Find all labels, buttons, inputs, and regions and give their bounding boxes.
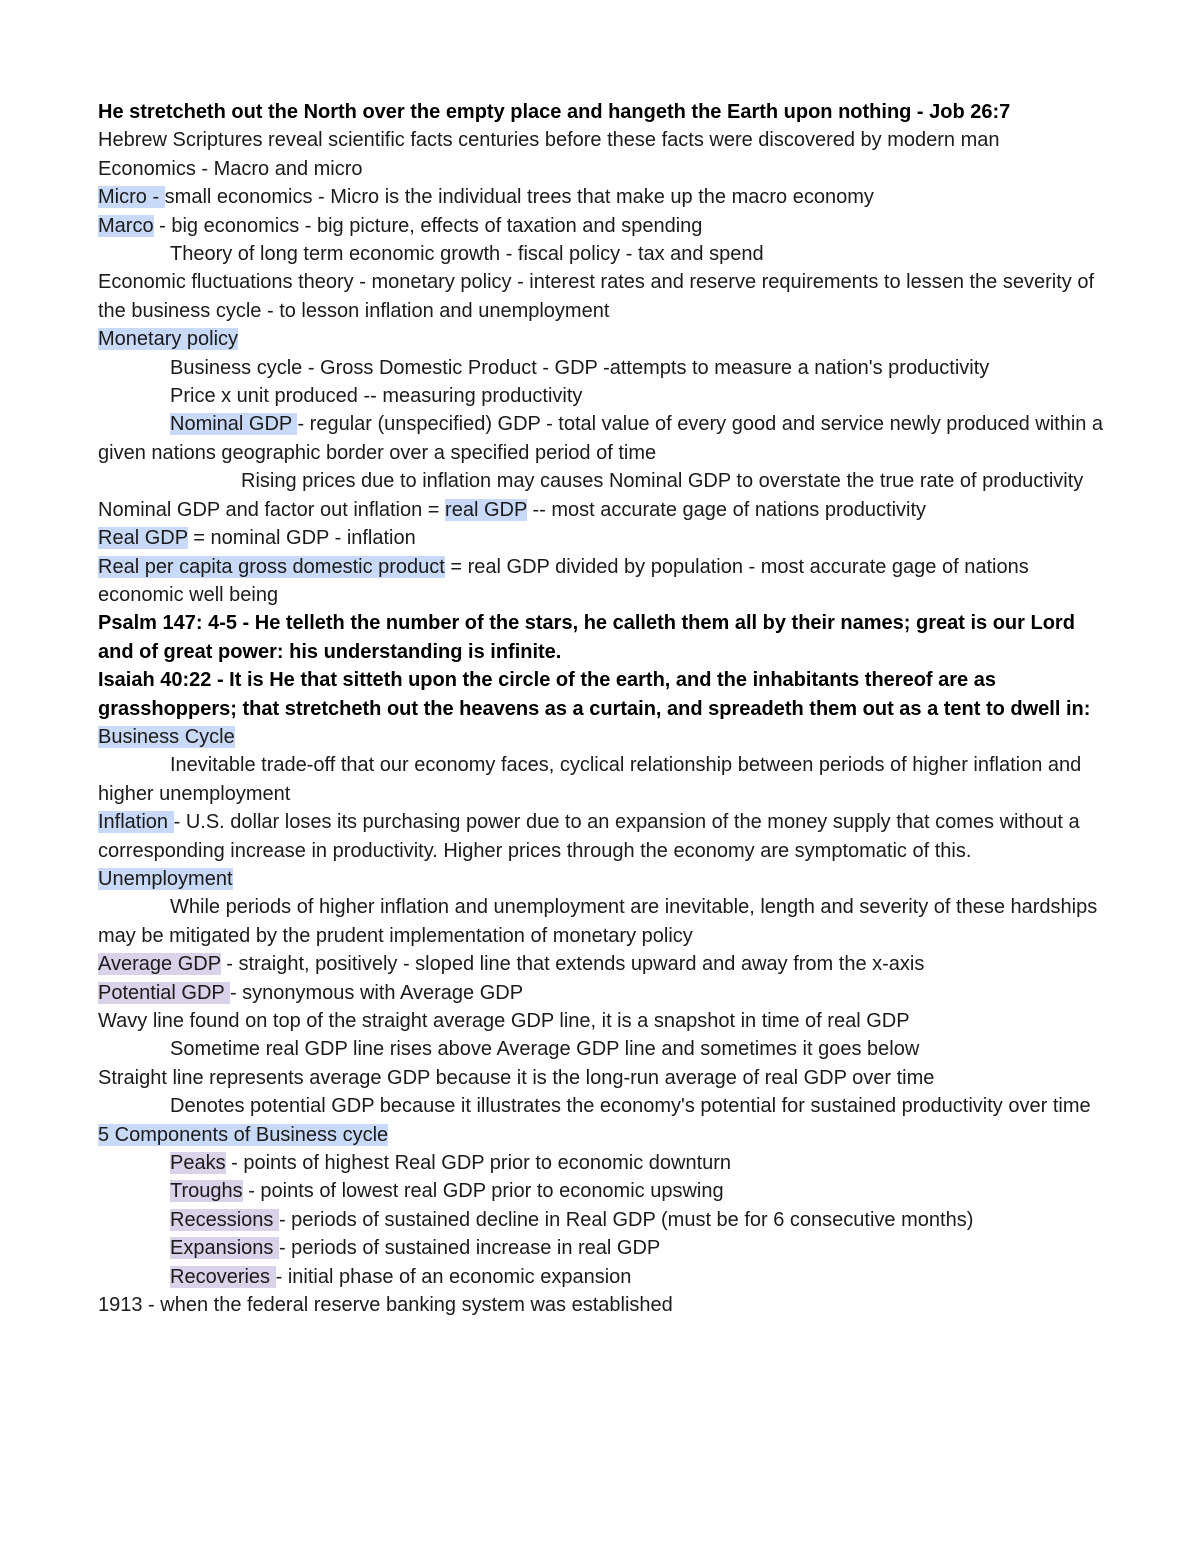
- line-text: - initial phase of an economic expansion: [275, 1265, 632, 1288]
- line-text: While periods of higher inflation and unemployment are inevitable, length and severity of these hardships may be mitigated by the prudent implementation of monetary policy: [98, 896, 1098, 947]
- term-real-gdp: real GDP: [445, 498, 527, 521]
- line-text: Hebrew Scriptures reveal scientific facts centuries before these facts were discovered by modern man: [98, 129, 1000, 152]
- line-real-per-capita: [98, 553, 1108, 610]
- term-unemployment: Unemployment: [98, 867, 233, 890]
- line-expansions: [98, 1234, 1108, 1262]
- line-text: Sometime real GDP line rises above Average GDP line and sometimes it goes below: [170, 1038, 920, 1061]
- line-real-gdp: [98, 524, 1108, 552]
- line-inflation: [98, 808, 1108, 865]
- line-1913: [98, 1291, 1108, 1319]
- line-economics: [98, 155, 1108, 183]
- line-text: - regular (unspecified) GDP - total value of every good and service newly produced within a given nations geographic border over a specified period of time: [98, 413, 1104, 464]
- line-text: - big economics - big picture, effects of taxation and spending: [153, 214, 703, 237]
- line-denotes-potential: [98, 1092, 1108, 1120]
- line-text: -- most accurate gage of nations productivity: [526, 498, 927, 521]
- line-text: - U.S. dollar loses its purchasing power due to an expansion of the money supply that comes without a corresponding increase in productivity. Higher prices through the economy are symptomatic of this.: [98, 811, 1080, 862]
- verse-isaiah: [98, 666, 1108, 723]
- term-inflation: Inflation: [98, 811, 174, 834]
- term-expansions: Expansions: [170, 1237, 279, 1260]
- line-text: Nominal GDP and factor out inflation =: [98, 498, 446, 521]
- term-average-gdp: Average GDP: [98, 953, 221, 976]
- line-text: Isaiah 40:22 - It is He that sitteth upon the circle of the earth, and the inhabitants thereof are as grasshoppers; that stretcheth out the heavens as a curtain, and spreadeth them out as a tent to dwell in:: [98, 669, 1091, 720]
- line-text: Business cycle - Gross Domestic Product - GDP -attempts to measure a nation's productivity: [170, 356, 990, 379]
- line-text: Psalm 147: 4-5 - He telleth the number of the stars, he calleth them all by their names; great is our Lord and of great power: his understanding is infinite.: [98, 612, 1075, 663]
- term-nominal-gdp: Nominal GDP: [170, 413, 298, 436]
- line-text: Denotes potential GDP because it illustrates the economy's potential for sustained productivity over time: [170, 1095, 1091, 1118]
- line-rising-prices: [98, 467, 1108, 495]
- line-text: Economic fluctuations theory - monetary policy - interest rates and reserve requirements to lessen the severity of the business cycle - to lesson inflation and unemployment: [98, 271, 1095, 322]
- line-average-gdp: [98, 950, 1108, 978]
- line-potential-gdp: [98, 979, 1108, 1007]
- line-text: Price x unit produced -- measuring productivity: [170, 385, 583, 408]
- term-recoveries: Recoveries: [170, 1265, 276, 1288]
- term-real-gdp: Real GDP: [98, 527, 188, 550]
- term-recessions: Recessions: [170, 1208, 279, 1231]
- term-peaks: Peaks: [170, 1152, 226, 1175]
- line-text: - periods of sustained increase in real GDP: [278, 1237, 661, 1260]
- document-page: [98, 98, 1108, 1319]
- term-real-per-capita-gdp: Real per capita gross domestic product: [98, 555, 445, 578]
- line-text: He stretcheth out the North over the empty place and hangeth the Earth upon nothing - Job 26:7: [98, 101, 1011, 123]
- line-sometime-real-gdp: [98, 1035, 1108, 1063]
- line-five-components: [98, 1121, 1108, 1149]
- line-peaks: [98, 1149, 1108, 1177]
- line-troughs: [98, 1177, 1108, 1205]
- line-text: - straight, positively - sloped line that extends upward and away from the x-axis: [220, 953, 925, 976]
- verse-psalm: [98, 609, 1108, 666]
- line-text: Wavy line found on top of the straight average GDP line, it is a snapshot in time of real GDP: [98, 1010, 910, 1032]
- line-text: 1913 - when the federal reserve banking system was established: [98, 1294, 673, 1317]
- term-marco: Marco: [98, 214, 154, 237]
- verse-job: [98, 98, 1108, 126]
- term-micro: Micro -: [98, 186, 165, 209]
- line-text: Straight line represents average GDP because it is the long-run average of real GDP over time: [98, 1066, 935, 1089]
- line-business-cycle: [98, 723, 1108, 751]
- line-theory-growth: [98, 240, 1108, 268]
- line-text: - synonymous with Average GDP: [229, 981, 524, 1004]
- line-marco: [98, 212, 1108, 240]
- term-potential-gdp: Potential GDP: [98, 981, 230, 1004]
- line-trade-off: [98, 751, 1108, 808]
- line-text: Economics - Macro and micro: [98, 157, 363, 180]
- line-nominal-gdp: [98, 410, 1108, 467]
- line-monetary-policy: [98, 325, 1108, 353]
- line-unemployment: [98, 865, 1108, 893]
- line-price-unit: [98, 382, 1108, 410]
- line-text: = nominal GDP - inflation: [187, 527, 416, 550]
- line-text: small economics - Micro is the individual trees that make up the macro economy: [164, 186, 874, 209]
- line-text: Theory of long term economic growth - fiscal policy - tax and spend: [170, 243, 764, 266]
- term-business-cycle: Business Cycle: [98, 725, 235, 748]
- line-straight-line: [98, 1064, 1108, 1092]
- line-micro: [98, 183, 1108, 211]
- term-troughs: Troughs: [170, 1180, 243, 1203]
- line-wavy-line: [98, 1007, 1108, 1035]
- term-monetary-policy: Monetary policy: [98, 328, 239, 351]
- line-text: Inevitable trade-off that our economy faces, cyclical relationship between periods of higher inflation and higher unemployment: [98, 754, 1082, 805]
- line-business-cycle-gdp: [98, 354, 1108, 382]
- line-text: - periods of sustained decline in Real GDP (must be for 6 consecutive months): [278, 1208, 974, 1231]
- line-recessions: [98, 1206, 1108, 1234]
- line-fluctuations: [98, 268, 1108, 325]
- term-five-components: 5 Components of Business cycle: [98, 1123, 389, 1146]
- line-recoveries: [98, 1263, 1108, 1291]
- line-factor-out-inflation: [98, 496, 1108, 524]
- line-text: Rising prices due to inflation may causes Nominal GDP to overstate the true rate of productivity: [241, 470, 1084, 493]
- line-hebrew-scriptures: [98, 126, 1108, 154]
- line-periods-inflation: [98, 893, 1108, 950]
- line-text: - points of lowest real GDP prior to economic upswing: [242, 1180, 724, 1203]
- line-text: - points of highest Real GDP prior to economic downturn: [225, 1152, 732, 1175]
- line-text: = real GDP divided by population - most accurate gage of nations economic well being: [98, 555, 1029, 606]
